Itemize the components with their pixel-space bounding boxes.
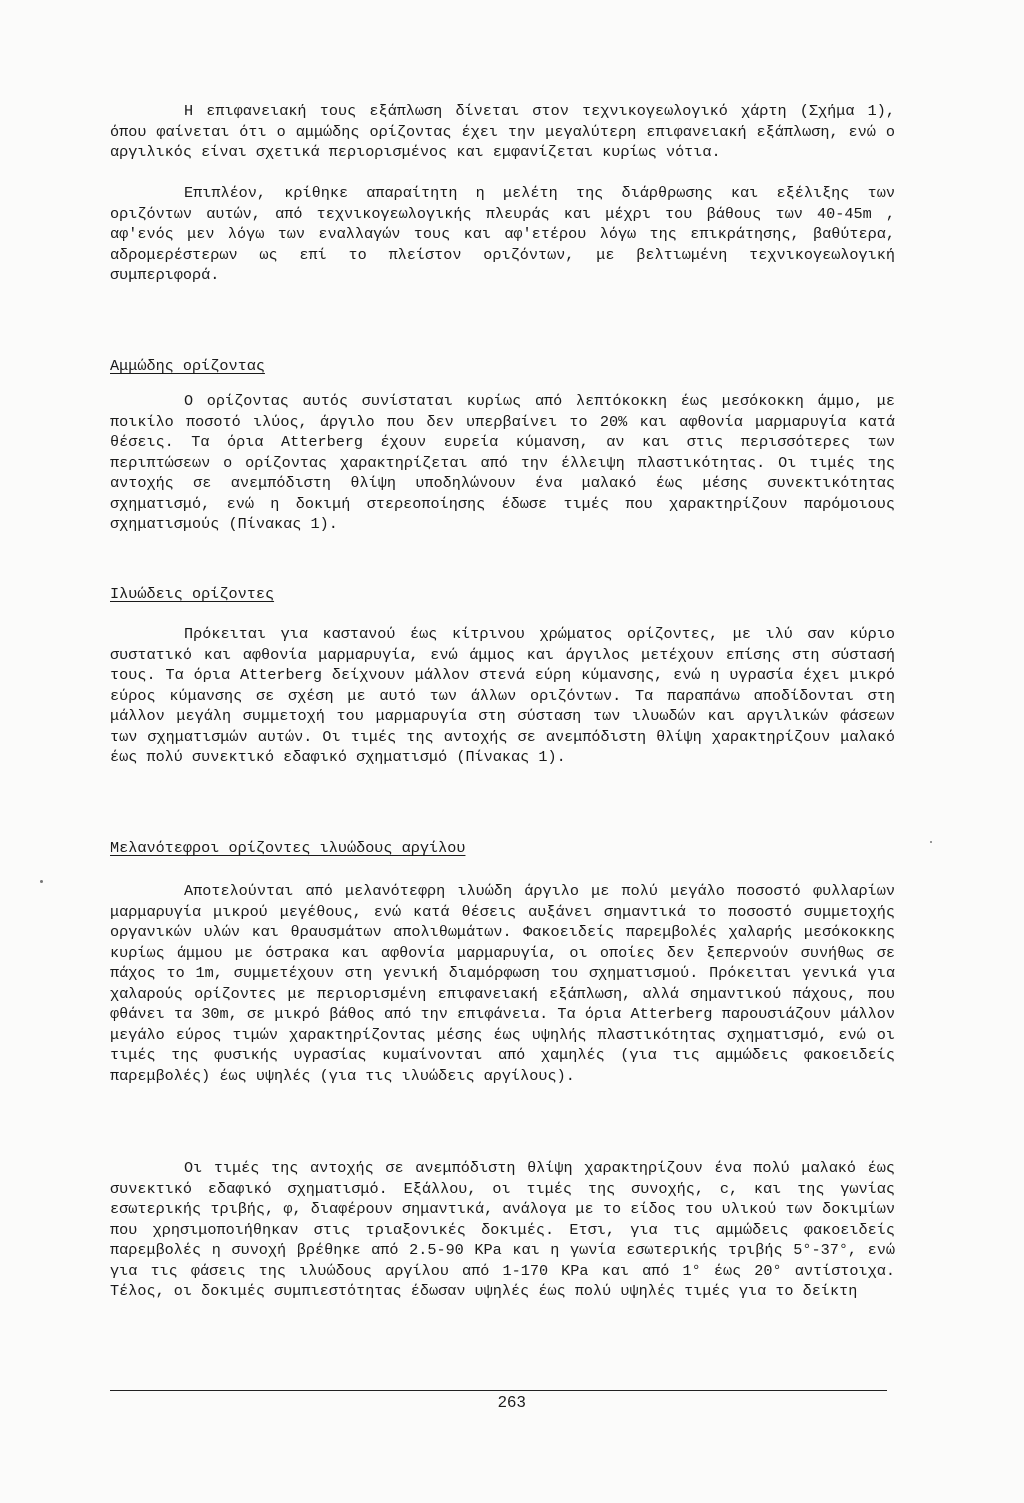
paragraph-sandy-horizon: Ο ορίζοντας αυτός συνίσταται κυρίως από λεπτόκοκκη έως μεσόκοκκη άμμο, με ποικίλο ποσοτό ιλύος, άργιλο που δεν υπερβαίνει το 20% και αφθονία μαρμαρυγία κατά θέσεις. Τα όρια Atterberg έχουν ευρεία κύμανση, αν και στις περισσότερες των περιπτώσεων ο ορίζοντας χαρακτηρίζεται από την έλλειψη πλαστικότητας. Οι τιμές της αντοχής σε ανεμπόδιστη θλίψη υποδηλώνουν ένα μαλακό έως μέσης συνεκτικότητας σχηματισμό, ενώ η δοκιμή στερεοποίησης έδωσε τιμές που χαρακτηρίζουν παρόμοιους σχηματισμούς (Πίνακας 1). [110, 392, 895, 533]
scan-speck [40, 880, 43, 883]
paragraph-intro-map: Η επιφανειακή τους εξάπλωση δίνεται στον τεχνικογεωλογικό χάρτη (Σχήμα 1), όπου φαίνεται ότι ο αμμώδης ορίζοντας έχει την μεγαλύτερη επιφανειακή εξάπλωση, ενώ ο αργιλικός είναι σχετικά περιορισμένος και εμφανίζεται κυρίως νότια. [110, 102, 895, 161]
page-number: 263 [497, 1394, 527, 1411]
heading-dark-grey-clay: Μελανότεφροι ορίζοντες ιλυώδους αργίλου [110, 839, 466, 857]
footer-rule [110, 1390, 887, 1391]
scan-speck [930, 841, 932, 843]
paragraph-dark-grey-clay-strength: Οι τιμές της αντοχής σε ανεμπόδιστη θλίψη χαρακτηρίζουν ένα πολύ μαλακό έως συνεκτικό εδαφικό σχηματισμό. Εξάλλου, οι τιμές της συνοχής, c, και της γωνίας εσωτερικής τριβής, φ, διαφέρουν σημαντικά, ανάλογα με το είδος του υλικού των δοκιμίων που χρησιμοποιήθηκαν στις τριαξονικές δοκιμές. Ετσι, για τις αμμώδεις φακοειδείς παρεμβολές η συνοχή βρέθηκε από 2.5-90 KPa και η γωνία εσωτερικής τριβής 5°-37°, ενώ για τις φάσεις της ιλυώδους αργίλου από 1-170 KPa και από 1° έως 20° αντίστοιχα. Τέλος, οι δοκιμές συμπιεστότητας έδωσαν υψηλές έως πολύ υψηλές τιμές για το δείκτη [110, 1159, 895, 1300]
paragraph-intro-structure: Επιπλέον, κρίθηκε απαραίτητη η μελέτη της διάρθρωσης και εξέλιξης των οριζόντων αυτών, από τεχνικογεωλογικής πλευράς και μέχρι του βάθους των 40-45m , αφ'ενός μεν λόγω των εναλλαγών τους και αφ'ετέρου λόγω της επικράτησης, βαθύτερα, αδρομερέστερων ως επί το πλείστον οριζόντων, με βελτιωμένη τεχνικογεωλογική συμπεριφορά. [110, 184, 895, 284]
heading-silty-horizons: Ιλυώδεις ορίζοντες [110, 585, 275, 603]
paragraph-dark-grey-clay: Αποτελούνται από μελανότεφρη ιλυώδη άργιλο με πολύ μεγάλο ποσοστό φυλλαρίων μαρμαρυγία μικρού μεγέθους, ενώ κατά θέσεις αυξάνει σημαντικά το ποσοστό συμμετοχής οργανικών υλών και θραυσμάτων απολιθωμάτων. Φακοειδείς παρεμβολές χαλαρής μεσόκοκκης κυρίως άμμου με όστρακα και αφθονία μαρμαρυγία, οι οποίες δεν ξεπερνούν συνήθως σε πάχος το 1m, συμμετέχουν στη γενική διαμόρφωση του σχηματισμού. Πρόκειται γενικά για χαλαρούς ορίζοντες με περιορισμένη επιφανειακή εξάπλωση, αλλά σημαντικού πάχους, που φθάνει τα 30m, σε μικρό βάθος από την επιφάνεια. Τα όρια Atterberg παρουσιάζουν μάλλον μεγάλο εύρος τιμών χαρακτηρίζοντας μέσης έως υψηλής πλαστικότητας σχηματισμό, ενώ οι τιμές της φυσικής υγρασίας κυμαίνονται από χαμηλές (για τις αμμώδεις φακοειδείς παρεμβολές) έως υψηλές (για τις ιλυώδεις αργίλους). [110, 882, 895, 1085]
paragraph-silty-horizons: Πρόκειται για καστανού έως κίτρινου χρώματος ορίζοντες, με ιλύ σαν κύριο συστατικό και αφθονία μαρμαρυγία, ενώ άμμος και άργιλος μετέχουν επίσης στη σύστασή τους. Τα όρια Atterberg δείχνουν μάλλον στενά εύρη κύμανσης, ενώ η υγρασία έχει μικρό εύρος κύμανσης σε σχέση με αυτό των άλλων οριζόντων. Τα παραπάνω αποδίδονται στη μάλλον μεγάλη συμμετοχή του μαρμαρυγία στη σύσταση των ιλυωδών και αργιλικών φάσεων των σχηματισμών αυτών. Οι τιμές της αντοχής σε ανεμπόδιστη θλίψη χαρακτηρίζουν μαλακό έως πολύ συνεκτικό εδαφικό σχηματισμό (Πίνακας 1). [110, 625, 895, 766]
heading-sandy-horizon: Αμμώδης ορίζοντας [110, 357, 265, 375]
